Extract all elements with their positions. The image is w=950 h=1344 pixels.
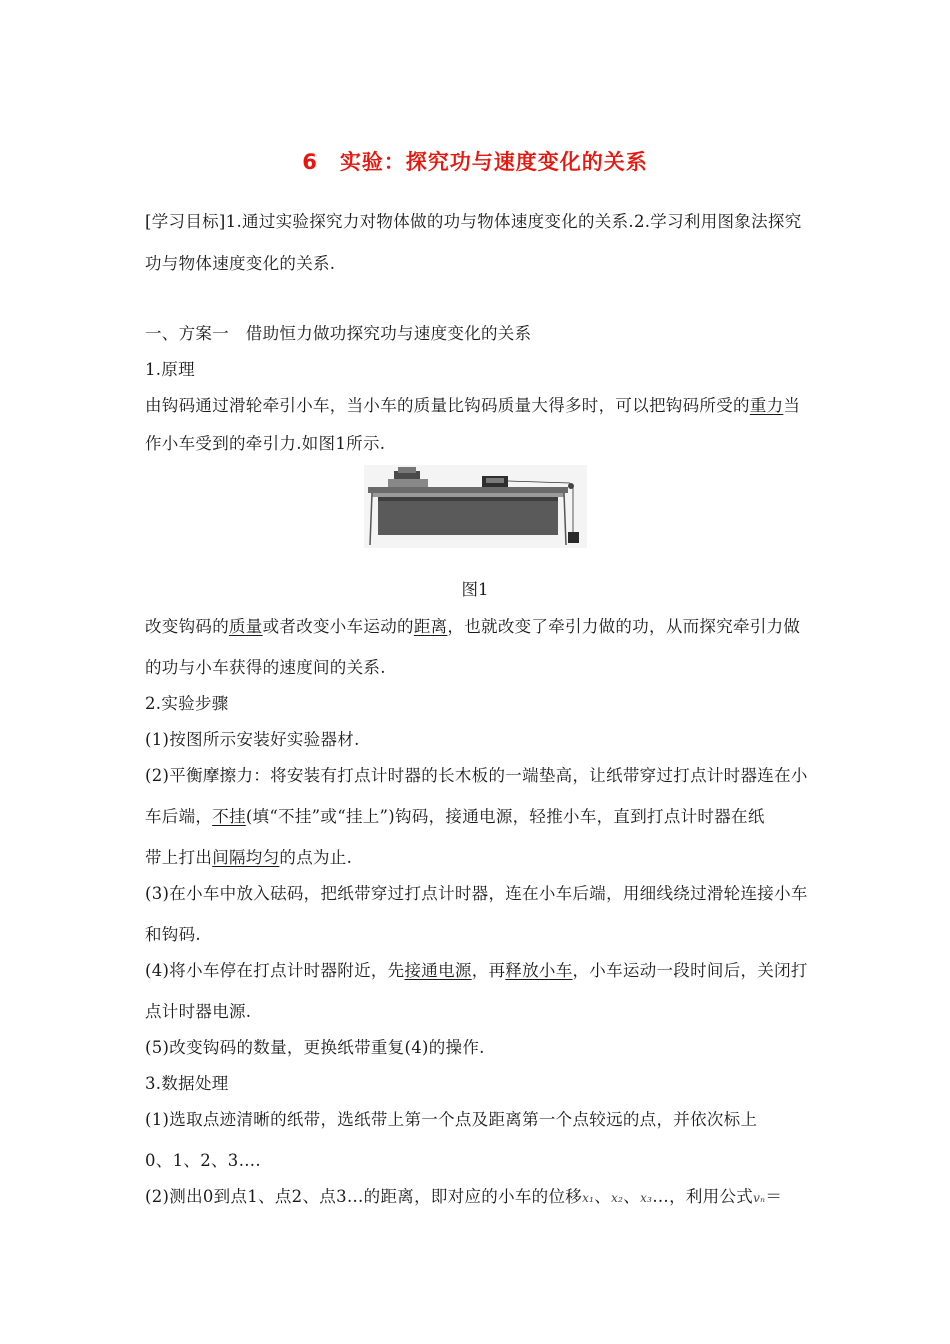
page-title bbox=[0, 146, 950, 176]
underlined-term: 释放小车 bbox=[505, 961, 573, 980]
var-x2: x₂ bbox=[611, 1191, 624, 1205]
underlined-term: 接通电源 bbox=[404, 961, 472, 980]
var-x1: x₁ bbox=[582, 1191, 595, 1205]
step-3-line-2: 和钩码. bbox=[145, 925, 201, 944]
title-number: 6 bbox=[302, 150, 318, 174]
objectives-line-2: 功与物体速度变化的关系. bbox=[145, 254, 336, 273]
title-text: 实验：探究功与速度变化的关系 bbox=[339, 150, 648, 174]
var-x3: x₃ bbox=[640, 1191, 653, 1205]
change-line-2: 的功与小车获得的速度间的关系. bbox=[145, 658, 386, 677]
change-line-1: 改变钩码的质量或者改变小车运动的距离，也就改变了牵引力做的功，从而探究牵引力做 bbox=[145, 617, 801, 636]
step-2-line-3: 带上打出间隔均匀的点为止. bbox=[145, 848, 353, 867]
data-processing-1-line-2: 0、1、2、3…. bbox=[145, 1151, 261, 1170]
objectives-line-1: [学习目标]1.通过实验探究力对物体做的功与物体速度变化的关系.2.学习利用图象法探究 bbox=[145, 212, 802, 231]
underlined-term: 距离 bbox=[413, 617, 448, 636]
step-1: (1)按图所示安装好实验器材. bbox=[145, 730, 360, 749]
var-vn: vₙ bbox=[753, 1191, 766, 1205]
steps-heading: 2.实验步骤 bbox=[145, 694, 229, 713]
underlined-term: 重力 bbox=[749, 396, 784, 415]
step-2-line-2: 车后端，不挂(填“不挂”或“挂上”)钩码，接通电源，轻推小车，直到打点计时器在纸 bbox=[145, 807, 765, 826]
step-4-line-1: (4)将小车停在打点计时器附近，先接通电源，再释放小车，小车运动一段时间后，关闭打 bbox=[145, 961, 808, 980]
data-processing-2-line-1: (2)测出0到点1、点2、点3…的距离，即对应的小车的位移x₁、x₂、x₃…，利用公式vₙ＝ bbox=[145, 1187, 783, 1206]
data-processing-heading: 3.数据处理 bbox=[145, 1074, 229, 1093]
underlined-term: 间隔均匀 bbox=[212, 848, 280, 867]
step-3-line-1: (3)在小车中放入砝码，把纸带穿过打点计时器，连在小车后端，用细线绕过滑轮连接小车 bbox=[145, 884, 808, 903]
underlined-term: 质量 bbox=[229, 617, 263, 636]
step-5: (5)改变钩码的数量，更换纸带重复(4)的操作. bbox=[145, 1038, 485, 1057]
apparatus-figure bbox=[364, 465, 587, 548]
step-2-line-1: (2)平衡摩擦力：将安装有打点计时器的长木板的一端垫高，让纸带穿过打点计时器连在小 bbox=[145, 766, 808, 785]
principle-heading: 1.原理 bbox=[145, 360, 195, 379]
step-4-line-2: 点计时器电源. bbox=[145, 1002, 252, 1021]
data-processing-1-line-1: (1)选取点迹清晰的纸带，选纸带上第一个点及距离第一个点较远的点，并依次标上 bbox=[145, 1110, 758, 1129]
principle-line-1: 由钩码通过滑轮牵引小车，当小车的质量比钩码质量大得多时，可以把钩码所受的重力当 bbox=[145, 396, 801, 415]
figure-caption: 图1 bbox=[461, 580, 489, 599]
underlined-term: 不挂 bbox=[212, 807, 246, 826]
section-heading: 一、方案一 借助恒力做功探究功与速度变化的关系 bbox=[145, 324, 532, 343]
principle-line-2: 作小车受到的牵引力.如图1所示. bbox=[145, 434, 386, 453]
